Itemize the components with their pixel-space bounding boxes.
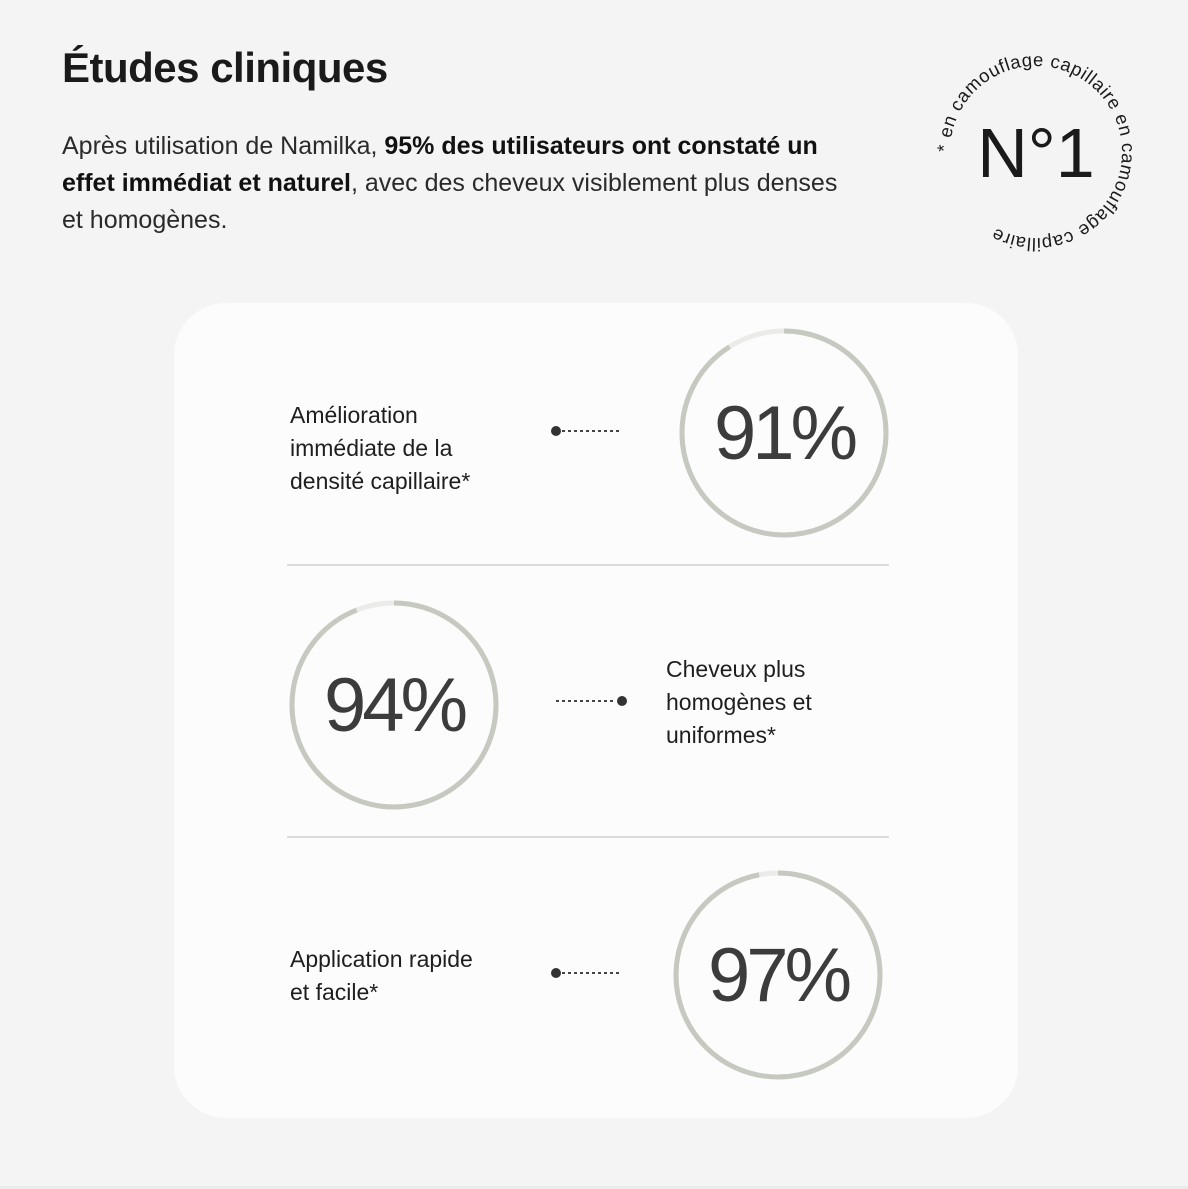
stat-value-97: 97% — [707, 932, 849, 1018]
intro-text: Après utilisation de Namilka, — [62, 132, 385, 160]
seal-main-text: N°1 — [977, 114, 1095, 192]
dotted-connector — [554, 693, 630, 709]
stat-label-density: Amélioration immédiate de la densité capillaire* — [290, 402, 471, 494]
no1-seal-badge — [928, 44, 1144, 260]
dotted-connector — [548, 423, 624, 439]
stat-label-application: Application rapide et facile* — [290, 946, 473, 1005]
stat-value-91: 91% — [713, 390, 855, 476]
divider — [287, 564, 889, 566]
stat-value-94: 94% — [323, 662, 465, 748]
intro-paragraph — [62, 128, 862, 239]
dotted-connector — [548, 965, 624, 981]
stat-label-homogeneity: Cheveux plus homogènes et uniformes* — [666, 656, 812, 748]
intro-highlight: 95% des utilisateurs ont constaté un effet immédiat et naturel — [62, 132, 818, 197]
stats-card — [174, 303, 1018, 1118]
divider — [287, 836, 889, 838]
page-title: Études cliniques — [62, 44, 388, 91]
seal-ring-text: * en camouflage capillaire en camouflage capillaire — [932, 48, 1140, 256]
intro-text-end: , avec des cheveux visiblement plus denses et homogènes. — [62, 169, 838, 234]
